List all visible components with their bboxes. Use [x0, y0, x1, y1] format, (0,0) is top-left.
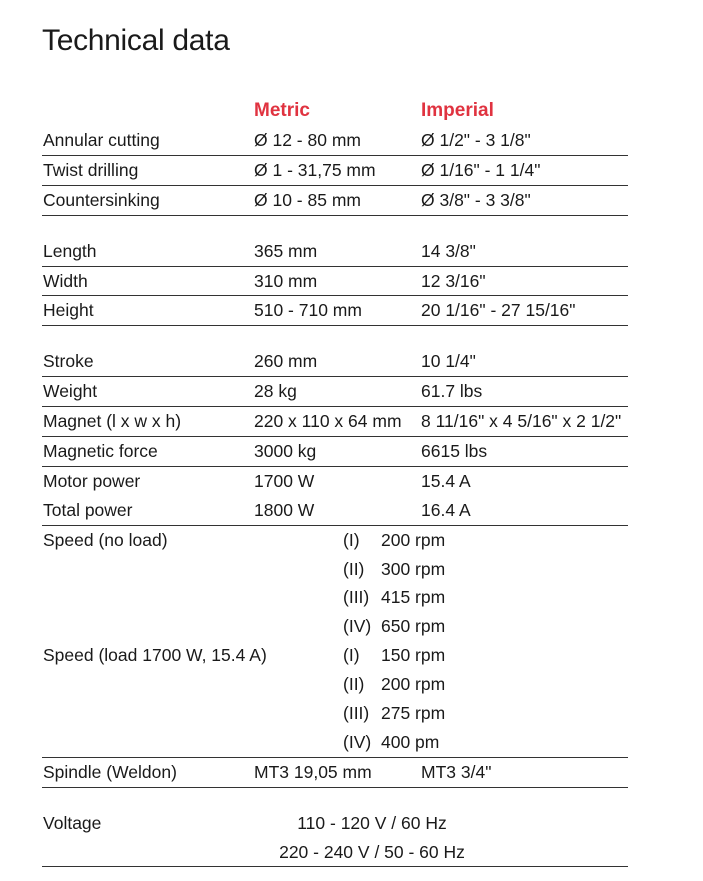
gear-label: (II) — [343, 674, 365, 695]
spec-metric: 260 mm — [254, 351, 318, 372]
gear-label: (IV) — [343, 731, 372, 752]
spec-metric: 3000 kg — [254, 441, 317, 462]
spec-label: Stroke — [43, 351, 94, 372]
spec-row-weight — [42, 377, 628, 407]
spec-imperial: 8 11/16" x 4 5/16" x 2 1/2" — [421, 411, 622, 432]
speed-no-load-label: Speed (no load) — [43, 529, 168, 550]
voltage-value: 110 - 120 V / 60 Hz — [297, 812, 447, 833]
spec-table — [42, 126, 628, 867]
spec-metric: Ø 1 - 31,75 mm — [254, 159, 376, 180]
gear-label: (II) — [343, 558, 365, 579]
gear-label: (III) — [343, 703, 370, 724]
spec-imperial: MT3 3/4" — [421, 761, 492, 782]
gear-label: (III) — [343, 587, 370, 608]
gear-speed: 275 rpm — [381, 703, 446, 724]
spec-label: Magnetic force — [43, 441, 158, 462]
gear-speed: 300 rpm — [381, 558, 446, 579]
spec-imperial: 10 1/4" — [421, 351, 476, 372]
voltage-label: Voltage — [43, 812, 102, 833]
spec-row-annular-cutting — [42, 126, 628, 156]
gear-speed: 150 rpm — [381, 645, 446, 666]
gear-speed: 650 rpm — [381, 616, 446, 637]
spec-label: Magnet (l x w x h) — [43, 411, 182, 432]
gear-label: (I) — [343, 529, 360, 550]
spec-imperial: 61.7 lbs — [421, 381, 483, 402]
spec-label: Width — [43, 270, 88, 291]
spec-imperial: 15.4 A — [421, 470, 471, 491]
spec-metric: MT3 19,05 mm — [254, 761, 372, 782]
gear-speed: 415 rpm — [381, 587, 446, 608]
voltage-value: 220 - 240 V / 50 - 60 Hz — [279, 841, 465, 862]
spec-row-total-power — [42, 496, 628, 526]
speed-load-label: Speed (load 1700 W, 15.4 A) — [43, 645, 267, 666]
speed-no-load-row — [42, 555, 628, 584]
spec-metric: 365 mm — [254, 240, 318, 261]
spec-label: Annular cutting — [43, 130, 160, 150]
speed-no-load-row — [42, 612, 628, 641]
spec-label: Motor power — [43, 470, 141, 491]
spec-row-magnet — [42, 407, 628, 437]
speed-no-load-row — [42, 526, 628, 555]
spec-row-motor-power — [42, 467, 628, 496]
spec-metric: 310 mm — [254, 270, 318, 291]
spec-imperial: Ø 3/8" - 3 3/8" — [421, 189, 531, 210]
voltage-row — [42, 809, 628, 838]
speed-no-load-row — [42, 583, 628, 612]
spec-imperial: 16.4 A — [421, 499, 471, 520]
gear-speed: 200 rpm — [381, 674, 446, 695]
page-title: Technical data — [42, 24, 230, 57]
divider — [42, 216, 628, 237]
imperial-header: Imperial — [421, 100, 494, 121]
spec-metric: 28 kg — [254, 381, 297, 402]
spec-metric: Ø 10 - 85 mm — [254, 189, 361, 210]
speed-load-row — [42, 728, 628, 758]
spec-label: Total power — [43, 499, 133, 520]
spec-row-width — [42, 267, 628, 297]
divider — [42, 788, 628, 809]
spec-row-length — [42, 237, 628, 267]
speed-load-row — [42, 641, 628, 670]
spec-row-countersinking — [42, 186, 628, 216]
spec-label: Weight — [43, 381, 98, 402]
spec-label: Spindle (Weldon) — [43, 761, 177, 782]
spec-metric: Ø 12 - 80 mm — [254, 130, 361, 150]
spec-metric: 510 - 710 mm — [254, 300, 362, 321]
spec-row-twist-drilling — [42, 156, 628, 186]
divider — [42, 326, 628, 347]
spec-imperial: 14 3/8" — [421, 240, 476, 261]
spec-label: Height — [43, 300, 94, 321]
spec-label: Length — [43, 240, 97, 261]
spec-imperial: 6615 lbs — [421, 441, 488, 462]
spec-imperial: 12 3/16" — [421, 270, 486, 291]
voltage-row — [42, 838, 628, 868]
spec-metric: 220 x 110 x 64 mm — [254, 411, 402, 432]
spec-label: Countersinking — [43, 189, 160, 210]
spec-imperial: Ø 1/16" - 1 1/4" — [421, 159, 541, 180]
spec-imperial: Ø 1/2" - 3 1/8" — [421, 130, 531, 150]
spec-row-stroke — [42, 347, 628, 377]
gear-label: (IV) — [343, 616, 372, 637]
spec-imperial: 20 1/16" - 27 15/16" — [421, 300, 576, 321]
spec-row-spindle — [42, 758, 628, 788]
gear-speed: 400 pm — [381, 731, 440, 752]
spec-metric: 1700 W — [254, 470, 315, 491]
spec-label: Twist drilling — [43, 159, 139, 180]
spec-row-height — [42, 296, 628, 326]
spec-metric: 1800 W — [254, 499, 315, 520]
gear-speed: 200 rpm — [381, 529, 446, 550]
spec-row-magnetic-force — [42, 437, 628, 467]
speed-load-row — [42, 699, 628, 728]
gear-label: (I) — [343, 645, 360, 666]
speed-load-row — [42, 670, 628, 699]
metric-header: Metric — [254, 100, 310, 121]
